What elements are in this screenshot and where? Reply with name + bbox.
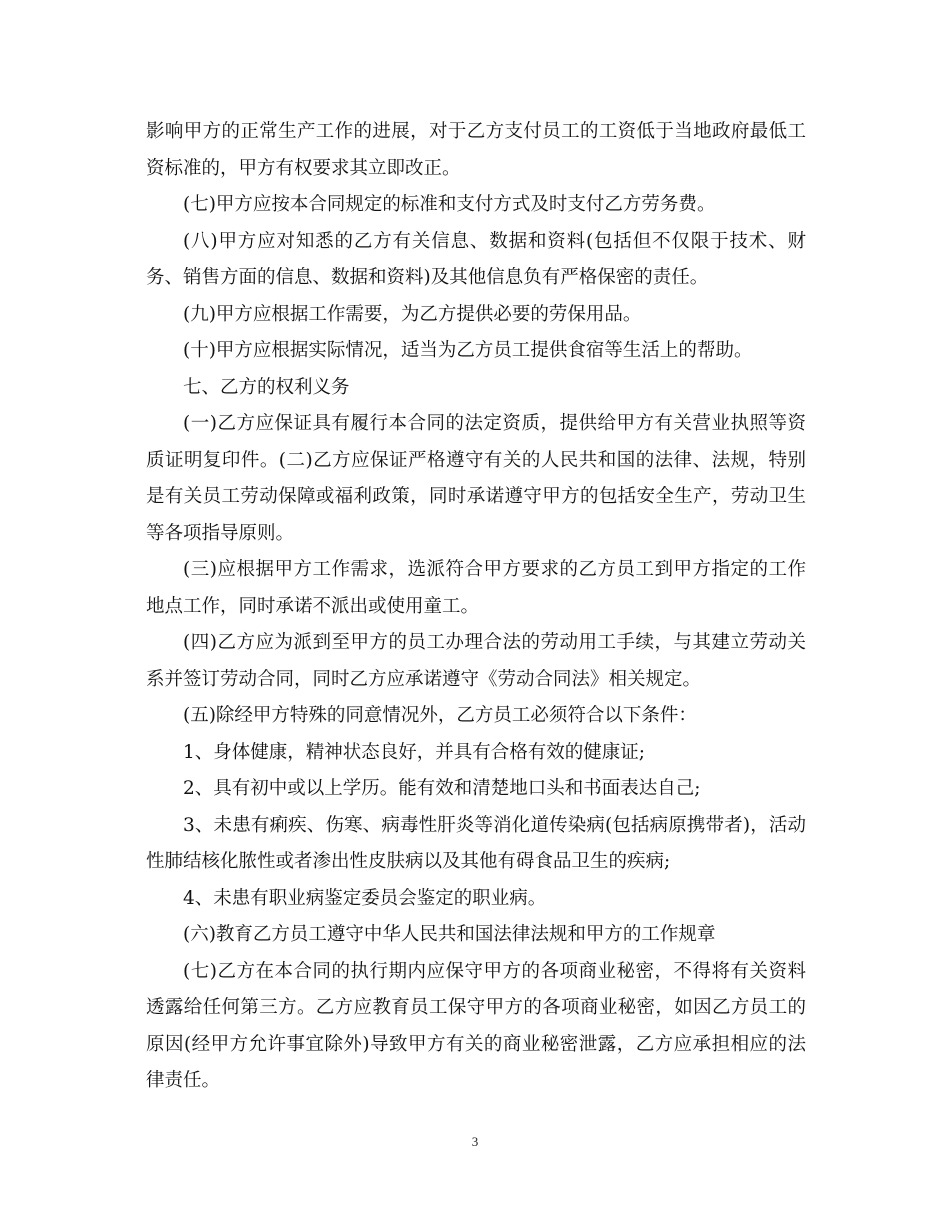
list-item-condition-4: 4、未患有职业病鉴定委员会鉴定的职业病。 — [183, 887, 547, 909]
paragraph-clause-9-party-a: (九)甲方应根据工作需要，为乙方提供必要的劳保用品。 — [183, 303, 642, 325]
paragraph-clause-6-party-b: (六)教育乙方员工遵守中华人民共和国法律法规和甲方的工作规章 — [183, 924, 716, 945]
paragraph-clause-7-party-b: (七)乙方在本合同的执行期内应保守甲方的各项商业秘密，不得将有关资料透露给任何第三方。乙方应教育员工保守甲方的各项商业秘密，如因乙方员工的原因(经甲方允许事宜除外)导致甲方有关的商业秘密泄露，乙方应承担相应的法律责任。 — [146, 960, 806, 1091]
page-number: 3 — [471, 1134, 479, 1149]
paragraph-clause-8-party-a: (八)甲方应对知悉的乙方有关信息、数据和资料(包括但不仅限于技术、财务、销售方面的信息、数据和资料)及其他信息负有严格保密的责任。 — [146, 230, 806, 288]
paragraph-clause-7-party-a: (七)甲方应按本合同规定的标准和支付方式及时支付乙方劳务费。 — [183, 194, 716, 215]
list-item-condition-2: 2、具有初中或以上学历。能有效和清楚地口头和书面表达自己; — [183, 778, 701, 799]
list-item-condition-3: 3、未患有痢疾、伤寒、病毒性肝炎等消化道传染病(包括病原携带者)，活动性肺结核化脓性或者渗出性皮肤病以及其他有碍食品卫生的疾病; — [146, 814, 806, 872]
section-heading-party-b: 七、乙方的权利义务 — [183, 376, 350, 398]
paragraph-clause-3-party-b: (三)应根据甲方工作需求，选派符合甲方要求的乙方员工到甲方指定的工作地点工作，同时承诺不派出或使用童工。 — [146, 559, 806, 617]
paragraph-clause-5-party-b: (五)除经甲方特殊的同意情况外，乙方员工必须符合以下条件： — [183, 705, 697, 726]
paragraph-clause-4-party-b: (四)乙方应为派到至甲方的员工办理合法的劳动用工手续，与其建立劳动关系并签订劳动合同，同时乙方应承诺遵守《劳动合同法》相关规定。 — [146, 632, 806, 690]
paragraph-clause-10-party-a: (十)甲方应根据实际情况，适当为乙方员工提供食宿等生活上的帮助。 — [183, 340, 753, 361]
paragraph-continuation: 影响甲方的正常生产工作的进展，对于乙方支付员工的工资低于当地政府最低工资标准的，甲方有权要求其立即改正。 — [146, 121, 806, 179]
document-body — [146, 114, 806, 1100]
list-item-condition-1: 1、身体健康，精神状态良好，并具有合格有效的健康证; — [183, 741, 646, 763]
paragraph-clause-1-2-party-b: (一)乙方应保证具有履行本合同的法定资质，提供给甲方有关营业执照等资质证明复印件。(二)乙方应保证严格遵守有关的人民共和国的法律、法规，特别是有关员工劳动保障或福利政策，同时承诺遵守甲方的包括安全生产，劳动卫生等各项指导原则。 — [146, 413, 806, 544]
